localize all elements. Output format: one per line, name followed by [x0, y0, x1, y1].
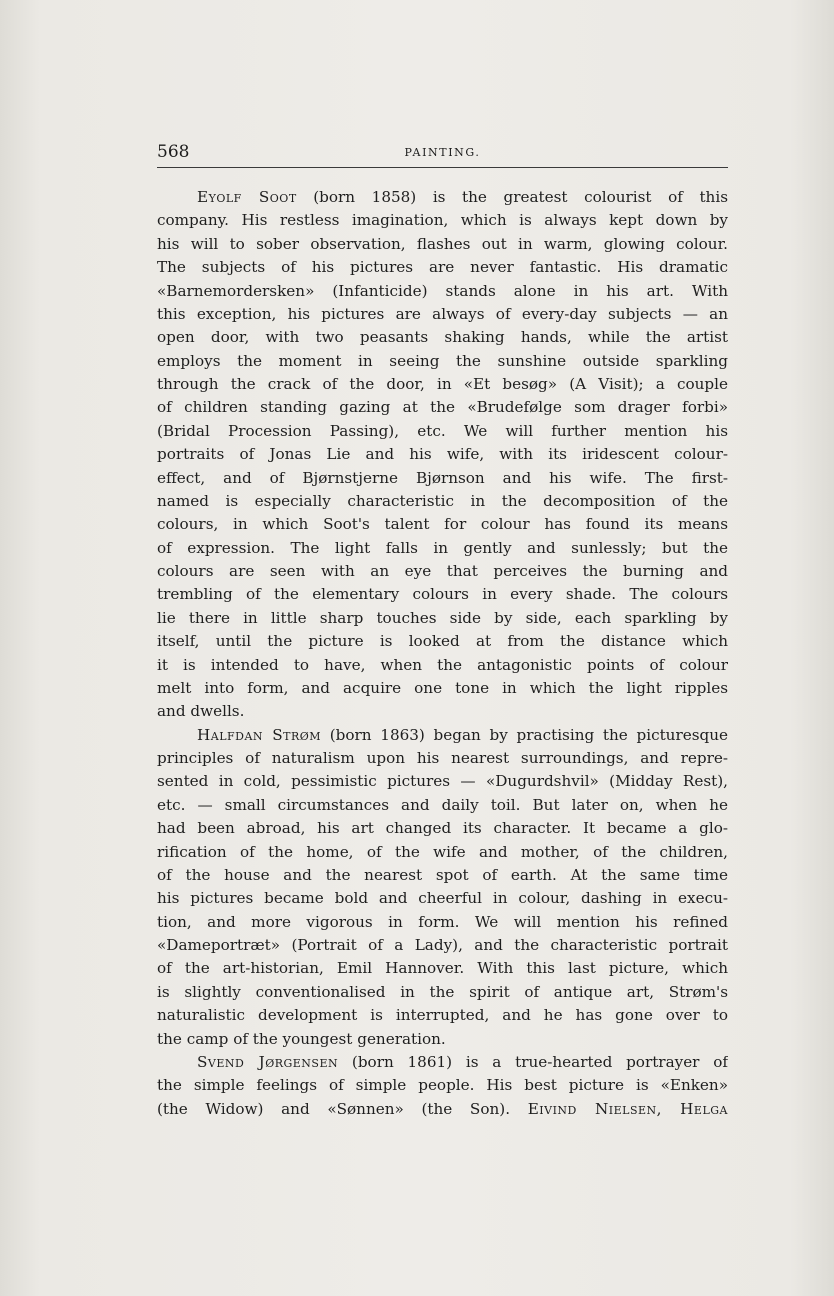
- page-header: [157, 141, 728, 168]
- line-text: (the Widow) and «Sønnen» (the Son).: [157, 1099, 528, 1118]
- line-text: (born 1863) began by practising the picturesque: [321, 725, 728, 744]
- line-text: colours are seen with an eye that perceives the burning and: [157, 562, 728, 580]
- text-line: [157, 420, 728, 443]
- line-text: colours, in which Soot's talent for colour has found its means: [157, 515, 728, 534]
- text-line: [157, 209, 728, 232]
- line-text: his will to sober observation, flashes out in warm, glowing colour.: [157, 234, 728, 253]
- line-text: of children standing gazing at the «Brudefølge som drager forbi»: [157, 398, 728, 417]
- line-text: is slightly conventionalised in the spirit of antique art, Strøm's: [157, 982, 728, 1001]
- line-text: «Dameportræt» (Portrait of a Lady), and the characteristic portrait: [157, 936, 728, 954]
- line-text: through the crack of the door, in «Et besøg» (A Visit); a couple: [157, 375, 728, 393]
- line-text: naturalistic development is interrupted, and he has gone over to: [157, 1006, 728, 1025]
- line-text: had been abroad, his art changed its character. It became a glo-: [157, 819, 728, 838]
- line-text: rification of the home, of the wife and mother, of the children,: [157, 842, 728, 861]
- line-text: melt into form, and acquire one tone in which the light ripples: [157, 678, 728, 697]
- line-text: The subjects of his pictures are never fantastic. His dramatic: [157, 258, 728, 277]
- line-text: lie there in little sharp touches side by side, each sparkling by: [157, 608, 728, 627]
- text-line: [157, 817, 728, 840]
- text-line: [157, 700, 728, 723]
- line-text: tion, and more vigorous in form. We will mention his refined: [157, 912, 728, 931]
- text-line: [157, 490, 728, 513]
- line-text: the simple feelings of simple people. His best picture is «Enken»: [157, 1076, 728, 1095]
- text-line: [157, 1004, 728, 1027]
- line-text: employs the moment in seeing the sunshine outside sparkling: [157, 351, 728, 370]
- text-line: [157, 934, 728, 957]
- line-text: etc. — small circumstances and daily toil. But later on, when he: [157, 795, 728, 814]
- text-line: [157, 1098, 728, 1121]
- text-line: [157, 233, 728, 256]
- line-text: and dwells.: [157, 702, 245, 721]
- text-line: [157, 303, 728, 326]
- body-text: [157, 186, 728, 1121]
- text-line: [157, 957, 728, 980]
- artist-name: Svend Jørgensen: [197, 1052, 339, 1071]
- text-line: [157, 396, 728, 419]
- line-text: open door, with two peasants shaking hands, while the artist: [157, 328, 728, 347]
- text-line: [157, 981, 728, 1004]
- text-line: [157, 770, 728, 793]
- line-text: of the art-historian, Emil Hannover. With this last picture, which: [157, 959, 728, 978]
- text-line: [157, 350, 728, 373]
- artist-name: Eyolf Soot: [197, 188, 297, 206]
- line-text: named is especially characteristic in the decomposition of the: [157, 491, 728, 510]
- line-text: his pictures became bold and cheerful in colour, dashing in execu-: [157, 889, 728, 908]
- text-line: [157, 677, 728, 700]
- text-line: [157, 373, 728, 396]
- text-line: [157, 841, 728, 864]
- text-line: [157, 630, 728, 653]
- page-number: 568: [157, 142, 190, 162]
- text-line: [157, 747, 728, 770]
- line-text: of the house and the nearest spot of earth. At the same time: [157, 865, 728, 884]
- text-line: [157, 537, 728, 560]
- text-line: [157, 513, 728, 536]
- text-line: [157, 326, 728, 349]
- line-text: company. His restless imagination, which is always kept down by: [157, 211, 728, 230]
- artist-name: Eivind Nielsen, Helga: [527, 1099, 728, 1118]
- text-line: [157, 467, 728, 490]
- text-line: [157, 560, 728, 583]
- text-line: [157, 1028, 728, 1051]
- text-line: [157, 724, 728, 747]
- line-text: (Bridal Procession Passing), etc. We will further mention his: [157, 421, 728, 440]
- line-text: the camp of the youngest generation.: [157, 1029, 446, 1048]
- text-line: [157, 864, 728, 887]
- line-text: itself, until the picture is looked at from the distance which: [157, 632, 728, 651]
- text-line: [157, 654, 728, 677]
- line-text: this exception, his pictures are always of every-day subjects — an: [157, 304, 728, 323]
- text-line: [157, 911, 728, 934]
- line-text: it is intended to have, when the antagonistic points of colour: [157, 655, 728, 674]
- text-line: [157, 256, 728, 279]
- text-line: [157, 583, 728, 606]
- text-line: [157, 607, 728, 630]
- text-line: [157, 887, 728, 910]
- line-text: (born 1858) is the greatest colourist of this: [296, 188, 728, 206]
- text-line: [157, 1051, 728, 1074]
- artist-name: Halfdan Strøm: [197, 725, 322, 744]
- text-line: [157, 280, 728, 303]
- line-text: (born 1861) is a true-hearted portrayer of: [338, 1052, 728, 1071]
- text-line: [157, 794, 728, 817]
- running-head: PAINTING.: [404, 146, 481, 159]
- text-line: [157, 443, 728, 466]
- line-text: sented in cold, pessimistic pictures — «Dugurdshvil» (Midday Rest),: [157, 772, 728, 791]
- text-line: [157, 1074, 728, 1097]
- line-text: principles of naturalism upon his nearest surroundings, and repre-: [157, 749, 728, 767]
- line-text: «Barnemordersken» (Infanticide) stands alone in his art. With: [157, 281, 728, 300]
- line-text: of expression. The light falls in gently and sunlessly; but the: [157, 538, 728, 557]
- line-text: portraits of Jonas Lie and his wife, with its iridescent colour-: [157, 445, 728, 464]
- line-text: effect, and of Bjørnstjerne Bjørnson and his wife. The first-: [157, 468, 728, 487]
- text-line: [157, 186, 728, 209]
- line-text: trembling of the elementary colours in every shade. The colours: [157, 585, 728, 604]
